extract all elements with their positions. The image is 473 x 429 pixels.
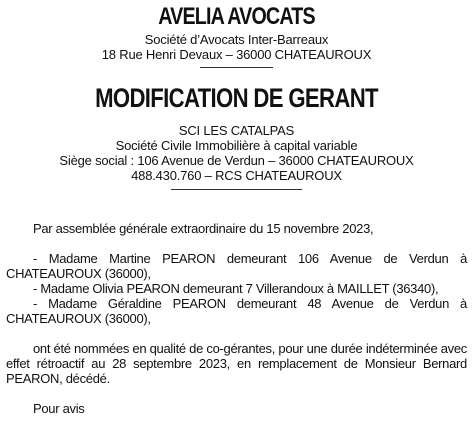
- company-seat: Siège social : 106 Avenue de Verdun – 36000 CHATEAUROUX: [59, 153, 414, 168]
- company-name: SCI LES CATALPAS: [178, 123, 295, 138]
- decision-paragraph: ont été nommées en qualité de co-gérantes, pour une durée indéterminée avec effet rétroactif au 28 septembre 2023, en remplacement de Monsieur Bernard PEARON, décédé.: [6, 341, 467, 386]
- header-divider: [200, 67, 273, 68]
- intro-paragraph: Par assemblée générale extraordinaire du 15 novembre 2023,: [33, 221, 374, 236]
- notice-title: MODIFICATION DE GERANT: [95, 83, 378, 113]
- firm-type: Société d’Avocats Inter-Barreaux: [144, 32, 329, 47]
- manager-item: - Madame Géraldine PEARON demeurant 48 Avenue de Verdun à CHATEAUROUX (36000),: [6, 296, 467, 326]
- manager-item: - Madame Olivia PEARON demeurant 7 Villerandoux à MAILLET (36340),: [33, 281, 439, 296]
- firm-address: 18 Rue Henri Devaux – 36000 CHATEAUROUX: [101, 47, 372, 62]
- manager-item: - Madame Martine PEARON demeurant 106 Avenue de Verdun à CHATEAUROUX (36000),: [6, 251, 467, 281]
- company-form: Société Civile Immobilière à capital variable: [115, 138, 358, 153]
- closing-text: Pour avis: [33, 401, 85, 416]
- company-divider: [171, 189, 302, 190]
- company-rcs: 488.430.760 – RCS CHATEAUROUX: [131, 168, 342, 183]
- firm-name: AVELIA AVOCATS: [158, 3, 315, 30]
